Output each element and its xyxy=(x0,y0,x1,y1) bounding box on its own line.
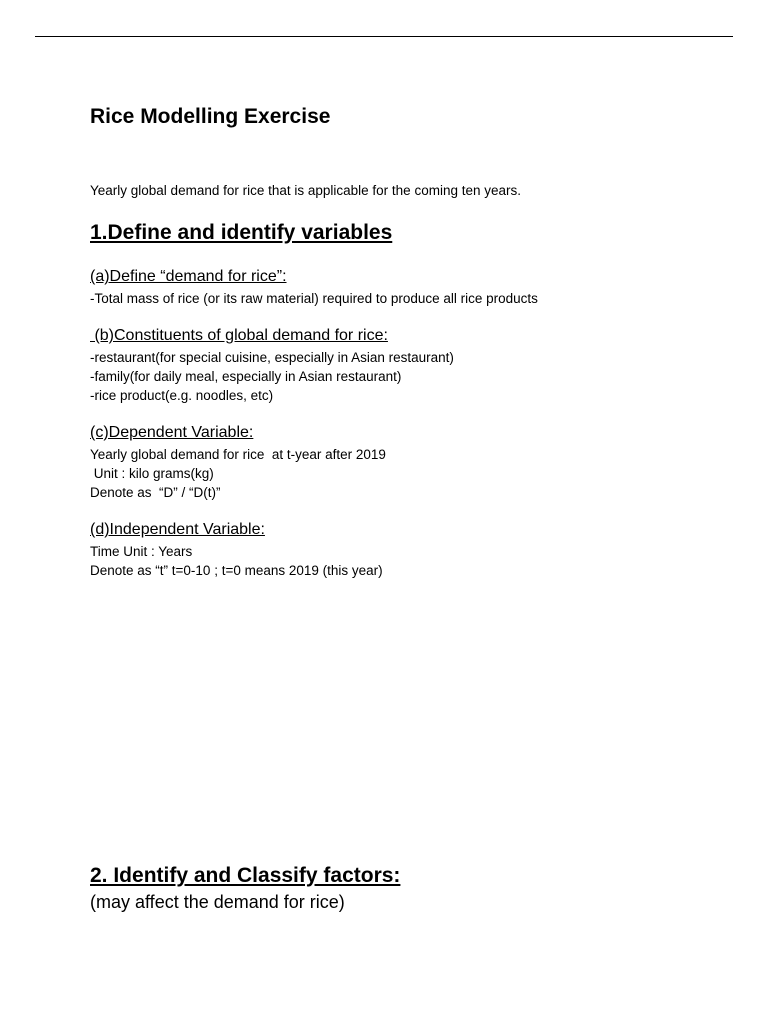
section-1c-line: Yearly global demand for rice at t-year after 2019 xyxy=(90,447,386,462)
section-1a-line: -Total mass of rice (or its raw material) required to produce all rice products xyxy=(90,291,538,306)
intro-text: Yearly global demand for rice that is applicable for the coming ten years. xyxy=(90,183,521,198)
section-1-heading: 1.Define and identify variables xyxy=(90,221,393,244)
section-2-heading: 2. Identify and Classify factors: xyxy=(90,864,401,887)
section-1b-line: -rice product(e.g. noodles, etc) xyxy=(90,388,274,403)
document-title: Rice Modelling Exercise xyxy=(90,105,331,128)
section-1a-heading: (a)Define “demand for rice”: xyxy=(90,268,287,285)
section-1d-line: Denote as “t” t=0-10 ; t=0 means 2019 (this year) xyxy=(90,563,383,578)
section-1d-line: Time Unit : Years xyxy=(90,544,193,559)
section-2-subheading: (may affect the demand for rice) xyxy=(90,892,345,912)
section-1b-line: -restaurant(for special cuisine, especially in Asian restaurant) xyxy=(90,350,454,365)
section-1c-line: Unit : kilo grams(kg) xyxy=(90,466,214,481)
header-rule xyxy=(35,36,733,37)
section-1b-heading: (b)Constituents of global demand for rice: xyxy=(90,327,388,344)
section-1d-heading: (d)Independent Variable: xyxy=(90,521,265,538)
section-1c-heading: (c)Dependent Variable: xyxy=(90,424,254,441)
section-1b-line: -family(for daily meal, especially in Asian restaurant) xyxy=(90,369,402,384)
section-1c-line: Denote as “D” / “D(t)” xyxy=(90,485,221,500)
